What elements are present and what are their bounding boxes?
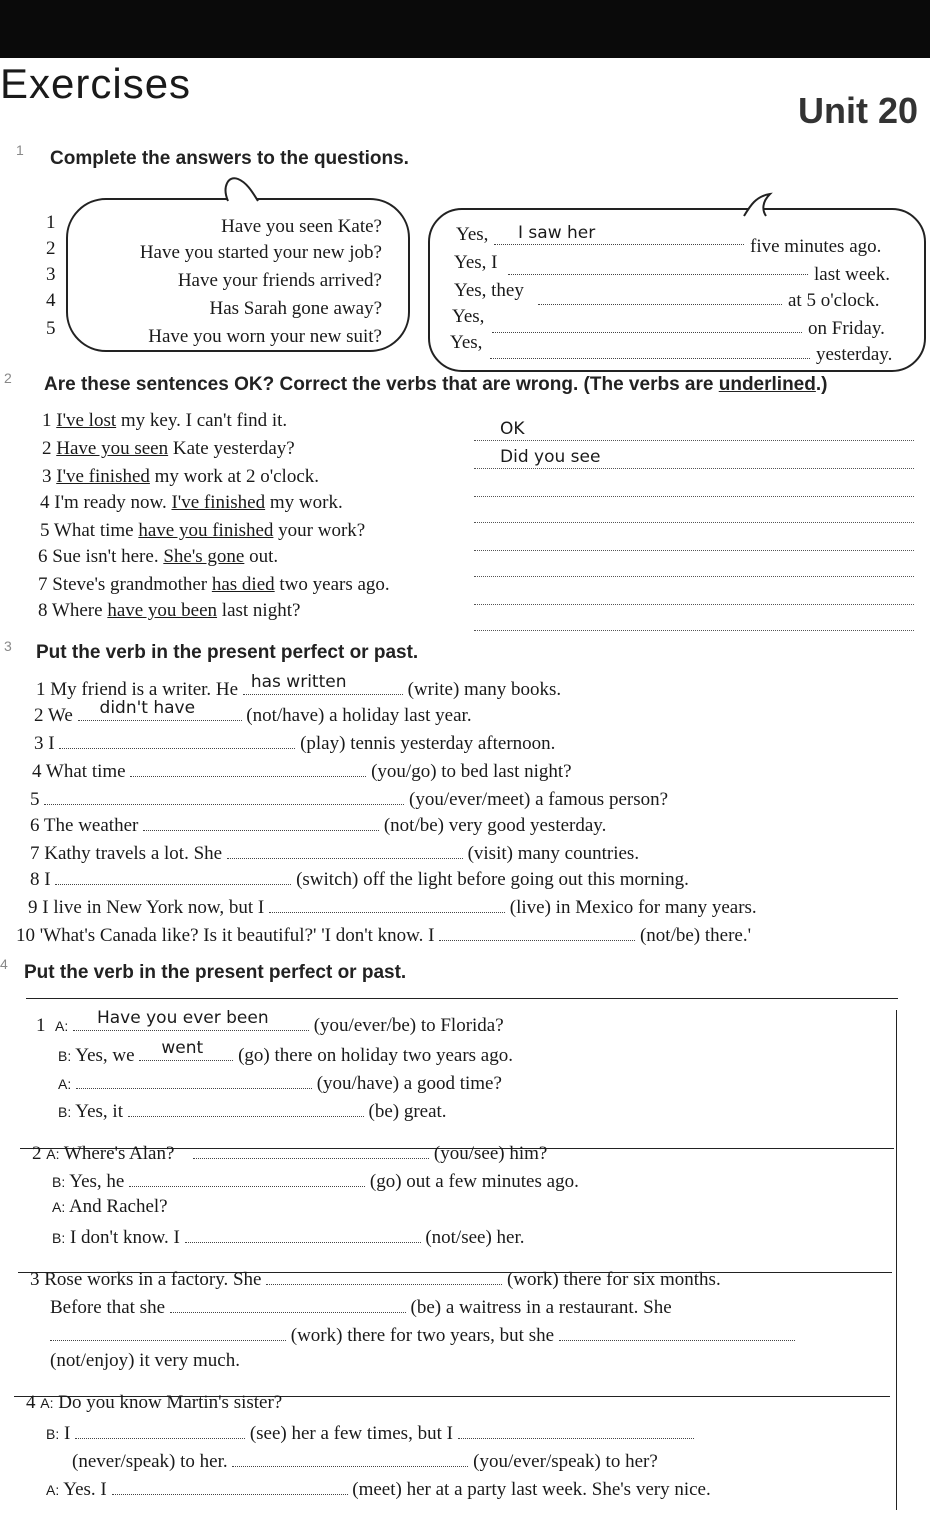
ex2-item-verb: Have you seen	[56, 438, 169, 459]
top-black-band	[0, 0, 930, 58]
ex2-item-text: my key. I can't find it.	[116, 410, 288, 431]
ex2-item-verb: I've lost	[56, 410, 117, 431]
d2-field-1[interactable]	[193, 1140, 429, 1159]
box-right-edge	[896, 1010, 897, 1510]
ex2-item-text: Steve's grandmother	[52, 574, 212, 595]
ex2-item-text: my work.	[265, 492, 343, 513]
ex2-item-number: 1	[42, 410, 52, 431]
ex2-item-number: 4	[40, 492, 50, 513]
ex3-field-5[interactable]	[44, 786, 404, 805]
ex3-item-7: 7 Kathy travels a lot. She (visit) many countries.	[30, 840, 639, 865]
ex2-item-text: my work at 2 o'clock.	[149, 466, 320, 487]
ex2-answer-field[interactable]	[474, 448, 914, 469]
d1-line2: B: Yes, we went (go) there on holiday two years ago.	[58, 1038, 513, 1066]
ex2-item-verb: have you finished	[138, 520, 274, 541]
ex2-item	[38, 546, 278, 568]
d4-line2: B: I (see) her a few times, but I	[46, 1420, 694, 1445]
ex3-field-2[interactable]: didn't have	[78, 702, 242, 721]
ex2-item-number: 7	[38, 574, 48, 595]
ex4-number: 4	[0, 956, 8, 972]
ex2-item-text: your work?	[273, 520, 366, 541]
ex3-item-6: 6 The weather (not/be) very good yesterday.	[30, 812, 606, 837]
d2-line1: 2 A: Where's Alan? (you/see) him?	[32, 1140, 547, 1165]
d2-line4: B: I don't know. I (not/see) her.	[52, 1224, 525, 1249]
ex2-handwritten-answer: Did you see	[500, 447, 601, 467]
question-5: Have you worn your new suit?	[148, 326, 382, 347]
d4-line3: (never/speak) to her. (you/ever/speak) to her?	[72, 1448, 658, 1473]
ex2-answer-field[interactable]	[474, 502, 914, 523]
ex3-item-1: 1 My friend is a writer. He has written (write) many books.	[36, 672, 562, 700]
ex3-field-4[interactable]	[130, 758, 366, 777]
answer-1-post: five minutes ago.	[750, 236, 882, 257]
answer-2-post: last week.	[814, 264, 890, 285]
ex2-item-text: Sue isn't here.	[52, 546, 164, 567]
answer-bubble-tail	[740, 192, 780, 218]
answer-2-pre: Yes, I	[454, 252, 498, 273]
answer-1-handwritten: I saw her	[518, 223, 596, 243]
ex2-item-number: 3	[42, 466, 52, 487]
ex3-item-10: 10 'What's Canada like? Is it beautiful?' 'I don't know. I (not/be) there.'	[16, 922, 751, 947]
answer-5-post: yesterday.	[816, 344, 893, 365]
ex3-field-10[interactable]	[439, 922, 635, 941]
answer-4-post: on Friday.	[808, 318, 885, 339]
divider	[26, 998, 898, 999]
d3-line4: (not/enjoy) it very much.	[50, 1350, 240, 1371]
ex3-field-3[interactable]	[59, 730, 295, 749]
ex2-item-text: Where	[51, 600, 108, 621]
d1-line4: B: Yes, it (be) great.	[58, 1098, 447, 1123]
ex2-item	[42, 466, 319, 488]
d1-line3: A: (you/have) a good time?	[58, 1070, 502, 1095]
ex3-instruction: Put the verb in the present perfect or past.	[36, 642, 419, 663]
question-2: Have you started your new job?	[139, 242, 382, 263]
ex2-item-text: two years ago.	[274, 574, 390, 595]
ex2-item-text: out.	[244, 546, 279, 567]
ex2-answer-field[interactable]	[474, 476, 914, 497]
answer-3-pre: Yes, they	[454, 280, 524, 301]
d2-line3: A: And Rachel?	[52, 1196, 168, 1217]
ex2-item-number: 2	[42, 438, 52, 459]
d3-line1: 3 Rose works in a factory. She (work) there for six months.	[30, 1266, 721, 1291]
d1-field-4[interactable]	[128, 1098, 364, 1117]
ex2-answer-field[interactable]	[474, 584, 914, 605]
ex2-item-number: 5	[40, 520, 50, 541]
d4-field-1[interactable]	[75, 1420, 245, 1439]
ex2-item	[42, 410, 287, 432]
ex2-item-verb: I've finished	[56, 466, 150, 487]
ex2-answer-field[interactable]	[474, 556, 914, 577]
ex4-instruction: Put the verb in the present perfect or past.	[24, 962, 407, 983]
answer-4-field[interactable]	[492, 312, 802, 333]
ex3-item-5: 5 (you/ever/meet) a famous person?	[30, 786, 668, 811]
ex2-handwritten-answer: OK	[500, 419, 525, 439]
d1-field-1[interactable]: Have you ever been	[73, 1012, 309, 1031]
ex3-item-8: 8 I (switch) off the light before going out this morning.	[30, 866, 689, 891]
ex3-number: 3	[4, 638, 12, 654]
question-4: Has Sarah gone away?	[209, 298, 382, 319]
question-3: Have your friends arrived?	[177, 270, 382, 291]
d4-line4: A: Yes. I (meet) her at a party last week. She's very nice.	[46, 1476, 711, 1501]
d3-line2: Before that she (be) a waitress in a restaurant. She	[50, 1294, 672, 1319]
ex2-item-verb: She's gone	[163, 546, 245, 567]
ex2-item-verb: have you been	[107, 600, 218, 621]
d4-field-2[interactable]	[458, 1420, 694, 1439]
ex2-item-verb: has died	[211, 574, 275, 595]
ex2-item-number: 6	[38, 546, 48, 567]
ex2-item-text: I'm ready now.	[54, 492, 172, 513]
unit-label: Unit 20	[798, 90, 919, 131]
d2-field-3[interactable]	[185, 1224, 421, 1243]
ex3-field-7[interactable]	[227, 840, 463, 859]
q-num-2: 2	[46, 238, 56, 259]
ex2-item	[42, 438, 295, 460]
answer-3-post: at 5 o'clock.	[788, 290, 880, 311]
d4-line1: 4 A: Do you know Martin's sister?	[26, 1392, 283, 1413]
ex2-item-text: last night?	[217, 600, 301, 621]
ex2-item	[40, 492, 343, 514]
question-bubble-tail	[220, 175, 270, 203]
q-num-5: 5	[46, 318, 56, 339]
d3-field-4[interactable]	[559, 1322, 795, 1341]
ex2-item	[38, 574, 390, 596]
page-title: Exercises	[0, 60, 192, 107]
ex3-field-1[interactable]: has written	[243, 676, 403, 695]
q-num-1: 1	[46, 212, 56, 233]
answer-3-field[interactable]	[538, 284, 782, 305]
q-num-4: 4	[46, 290, 56, 311]
ex2-item	[38, 600, 300, 622]
d1-field-3[interactable]	[76, 1070, 312, 1089]
ex2-item-verb: I've finished	[171, 492, 266, 513]
answer-1-pre: Yes,	[456, 224, 489, 245]
ex2-item-number: 8	[38, 600, 48, 621]
d3-field-3[interactable]	[50, 1322, 286, 1341]
ex2-number: 2	[4, 370, 12, 386]
d2-field-2[interactable]	[129, 1168, 365, 1187]
ex3-item-4: 4 What time (you/go) to bed last night?	[32, 758, 572, 783]
ex2-answer-field[interactable]	[474, 530, 914, 551]
answer-5-pre: Yes,	[450, 332, 483, 353]
d4-field-3[interactable]	[232, 1448, 468, 1467]
d2-line2: B: Yes, he (go) out a few minutes ago.	[52, 1168, 579, 1193]
answer-5-field[interactable]	[490, 338, 810, 359]
ex1-number: 1	[16, 142, 24, 158]
d3-field-2[interactable]	[170, 1294, 406, 1313]
ex3-item-3: 3 I (play) tennis yesterday afternoon.	[34, 730, 555, 755]
answer-4-pre: Yes,	[452, 306, 485, 327]
d1-field-2[interactable]: went	[139, 1042, 233, 1061]
ex3-field-8[interactable]	[55, 866, 291, 885]
ex3-field-9[interactable]	[269, 894, 505, 913]
q-num-3: 3	[46, 264, 56, 285]
ex1-instruction: Complete the answers to the questions.	[50, 148, 409, 169]
ex3-item-2: 2 We didn't have (not/have) a holiday last year.	[34, 698, 472, 726]
ex2-instruction: Are these sentences OK? Correct the verbs that are wrong. (The verbs are underlined.)	[44, 374, 828, 395]
ex2-item	[40, 520, 365, 542]
answer-1-field[interactable]	[494, 222, 744, 245]
d3-line3: (work) there for two years, but she	[50, 1322, 795, 1347]
answer-2-field[interactable]	[508, 254, 808, 275]
d1-line1: 1 A: Have you ever been (you/ever/be) to Florida?	[36, 1008, 504, 1036]
ex2-item-text: What time	[53, 520, 139, 541]
ex3-field-6[interactable]	[143, 812, 379, 831]
question-1: Have you seen Kate?	[221, 216, 382, 237]
d4-field-4[interactable]	[112, 1476, 348, 1495]
ex2-answer-field[interactable]	[474, 610, 914, 631]
ex2-item-text: Kate yesterday?	[168, 438, 295, 459]
d3-field-1[interactable]	[266, 1266, 502, 1285]
ex3-item-9: 9 I live in New York now, but I (live) in Mexico for many years.	[28, 894, 757, 919]
ex2-answer-field[interactable]	[474, 420, 914, 441]
